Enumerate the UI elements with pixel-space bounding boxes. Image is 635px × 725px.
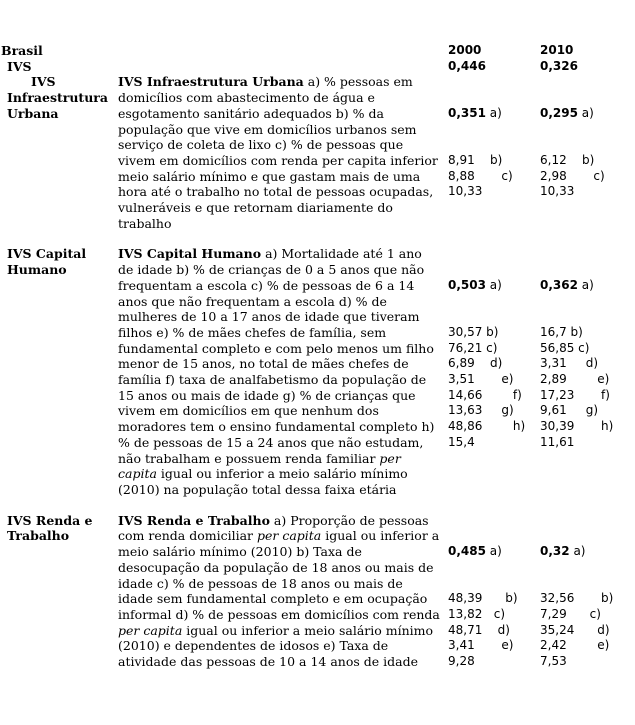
subindex-line: 0,351 a) <box>448 105 502 120</box>
indicator-values: 6,12 b) 2,98 c) 10,33 <box>540 152 605 199</box>
subindex-line: 0,485 a) <box>448 544 502 559</box>
values-2000-renda-e-trabalho <box>441 513 534 701</box>
ivs-value-2000: 0,446 <box>448 58 486 73</box>
col-header-2010: 2010 <box>540 43 574 57</box>
subindex-line: 0,362 a) <box>540 277 594 292</box>
row-label-renda-e-trabalho: IVS Renda e Trabalho <box>7 512 93 544</box>
row-description-renda-e-trabalho: IVS Renda e Trabalho a) Proporção de pessoas com renda domiciliar per capita igual ou inferior a meio salário mínimo (2010) b) Taxa de desocupação da população de 18 anos ou mais de idade c) % de pessoas de 18 anos ou mais de idade sem fundamental completo e em ocupação informal d) % de pessoas em domicílios com renda per capita igual ou inferior a meio salário mínimo (2010) e dependentes de idosos e) Taxa de atividade das pessoas de 10 a 14 anos de idade <box>118 512 440 670</box>
table-row-capital-humano <box>1 246 635 497</box>
row-label-brasil: Brasil <box>1 43 43 58</box>
table-row-ivs <box>1 59 635 75</box>
row-label-infraestrutura-urbana: IVS Infraestrutura Urbana <box>7 74 108 121</box>
table-row-renda-e-trabalho <box>1 513 635 701</box>
values-2000-infraestrutura-urbana <box>441 74 534 231</box>
col-header-2000: 2000 <box>448 43 482 57</box>
values-2010-infraestrutura-urbana <box>534 74 635 231</box>
values-2010-renda-e-trabalho <box>534 513 635 701</box>
indicator-values: 48,39 b) 13,82 c) 48,71 d) 3,41 e) 9,28 <box>448 591 518 669</box>
row-label-ivs: IVS <box>7 58 32 74</box>
subindex-line: 0,32 a) <box>540 544 586 559</box>
indicator-values: 8,91 b) 8,88 c) 10,33 <box>448 152 513 199</box>
row-description-capital-humano: IVS Capital Humano a) Mortalidade até 1 ano de idade b) % de crianças de 0 a 5 anos que não frequentam a escola c) % de pessoas de 6 a 14 anos que não frequentam a escola d) % de mulheres de 10 a 17 anos de idade que tiveram filhos e) % de mães chefes de família, sem fundamental completo e com pelo menos um filho menor de 15 anos, no total de mães chefes de família f) taxa de analfabetismo da população de 15 anos ou mais de idade g) % de crianças que vivem em domicílios em que nenhum dos moradores tem o ensino fundamental completo h) % de pessoas de 15 a 24 anos que não estudam, não trabalham e possuem renda familiar per capita igual ou inferior a meio salário mínimo (2010) na população total dessa faixa etária <box>118 246 435 497</box>
row-description-infraestrutura-urbana: IVS Infraestrutura Urbana a) % pessoas em domicílios com abastecimento de água e esgotamento sanitário adequados b) % da população que vive em domicílios urbanos sem serviço de coleta de lixo c) % de pessoas que vivem em domicílios com renda per capita inferior meio salário mínimo e que gastam mais de uma hora até o trabalho no total de pessoas ocupadas, vulneráveis e que retornam diariamente do trabalho <box>118 74 438 231</box>
values-2000-capital-humano <box>441 246 534 482</box>
table-row-brasil <box>1 43 635 59</box>
indicator-values: 32,56 b) 7,29 c) 35,24 d) 2,42 e) 7,53 <box>540 591 614 669</box>
subindex-line: 0,503 a) <box>448 277 502 292</box>
subindex-line: 0,295 a) <box>540 105 594 120</box>
indicator-values: 16,7 b) 56,85 c) 3,31 d) 2,89 e) 17,23 f) 9,61 g) 30,39 h) 11,61 <box>540 324 614 449</box>
indicator-values: 30,57 b) 76,21 c) 6,89 d) 3,51 e) 14,66 f) 13,63 g) 48,86 h) 15,4 <box>448 324 526 449</box>
row-label-capital-humano: IVS Capital Humano <box>7 246 87 278</box>
table-row-infraestrutura-urbana <box>1 74 635 231</box>
ivs-value-2010: 0,326 <box>540 58 578 73</box>
values-2010-capital-humano <box>534 246 635 482</box>
